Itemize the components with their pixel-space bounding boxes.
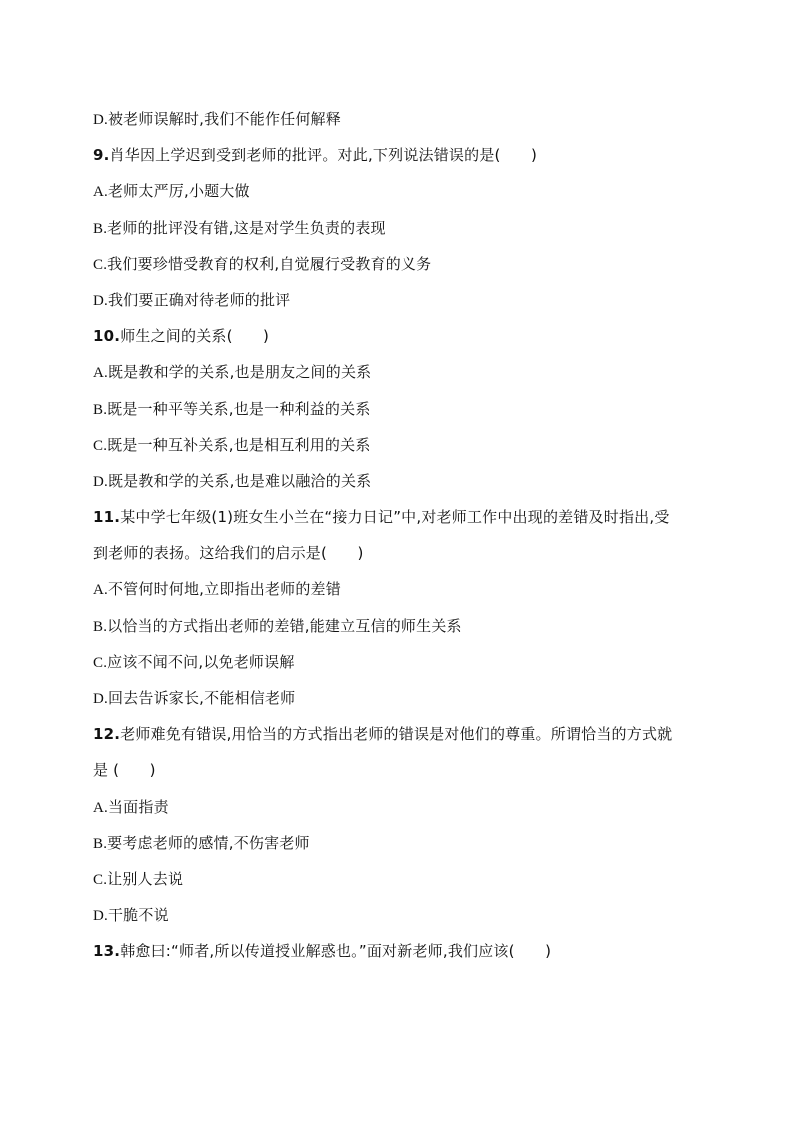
option-text: 当面指责 (107, 797, 169, 816)
option-letter: D. (93, 691, 108, 707)
question-10 (93, 318, 713, 499)
question-stem-continued (93, 752, 713, 788)
option-line (93, 427, 713, 463)
exam-page (93, 101, 713, 970)
option-text: 老师的批评没有错,这是对学生负责的表现 (107, 218, 386, 237)
option-line (93, 897, 713, 933)
option-line (93, 463, 713, 499)
option-line (93, 282, 713, 318)
option-line (93, 210, 713, 246)
option-text: 既是一种互补关系,也是相互利用的关系 (107, 435, 371, 454)
option-line (93, 173, 713, 209)
question-number: 12. (93, 725, 121, 744)
option-text: 干脆不说 (107, 906, 169, 925)
question-number: 13. (93, 942, 121, 961)
option-text: 既是教和学的关系,也是朋友之间的关系 (107, 363, 372, 382)
option-letter: D. (93, 908, 108, 925)
option-text: 应该不闻不问,以免老师误解 (107, 652, 295, 671)
option-letter: A. (93, 365, 108, 382)
option-line (93, 825, 713, 861)
option-line (93, 608, 713, 644)
option-text: 我们要正确对待老师的批评 (107, 290, 291, 309)
question-stem (93, 933, 713, 969)
option-letter: B. (93, 220, 108, 237)
question-9 (93, 137, 713, 318)
option-text: 不管何时何地,立即指出老师的差错 (107, 580, 341, 599)
question-text: 老师难免有错误,用恰当的方式指出老师的错误是对他们的尊重。所谓恰当的方式就 (120, 725, 673, 744)
option-letter: D. (93, 292, 108, 309)
option-letter: A. (93, 582, 108, 599)
option-text: 回去告诉家长,不能相信老师 (107, 689, 296, 707)
question-11 (93, 499, 713, 716)
option-line (93, 391, 713, 427)
option-line (93, 680, 713, 716)
option-text: 老师太严厉,小题大做 (107, 182, 250, 201)
question-stem (93, 716, 713, 752)
question-12 (93, 716, 713, 933)
option-letter: C. (93, 654, 108, 671)
option-letter: B. (93, 618, 108, 635)
option-line (93, 789, 713, 825)
option-text: 既是一种平等关系,也是一种利益的关系 (107, 399, 371, 418)
option-text: 要考虑老师的感情,不伤害老师 (107, 833, 310, 852)
option-letter: B. (93, 835, 108, 852)
option-text: 既是教和学的关系,也是难以融洽的关系 (107, 471, 372, 490)
option-line (93, 644, 713, 680)
option-letter: C. (93, 871, 108, 888)
option-text: 以恰当的方式指出老师的差错,能建立互信的师生关系 (107, 616, 462, 635)
question-text: 是 ( ) (93, 761, 156, 780)
option-letter: D. (93, 473, 108, 490)
question-number: 10. (93, 327, 121, 346)
question-stem (93, 137, 713, 173)
option-letter: B. (93, 401, 108, 418)
question-stem (93, 318, 713, 354)
option-line (93, 571, 713, 607)
option-letter: A. (93, 799, 108, 816)
option-line (93, 861, 713, 897)
question-text: 韩愈曰:“师者,所以传道授业解惑也。”面对新老师,我们应该( ) (120, 942, 552, 961)
option-text: 被老师误解时,我们不能作任何解释 (107, 110, 341, 128)
question-stem-continued (93, 535, 713, 571)
option-letter: C. (93, 437, 108, 454)
question-number: 9. (93, 146, 110, 165)
question-stem (93, 499, 713, 535)
option-line (93, 101, 713, 137)
option-line (93, 246, 713, 282)
question-text: 师生之间的关系( ) (120, 327, 270, 346)
option-line (93, 354, 713, 390)
option-letter: D. (93, 112, 108, 128)
option-text: 我们要珍惜受教育的权利,自觉履行受教育的义务 (107, 254, 432, 273)
question-text: 肖华因上学迟到受到老师的批评。对此,下列说法错误的是( ) (109, 146, 538, 165)
option-text: 让别人去说 (107, 869, 184, 888)
question-number: 11. (93, 508, 121, 527)
option-letter: A. (93, 184, 108, 201)
question-13 (93, 933, 713, 969)
question-text: 某中学七年级(1)班女生小兰在“接力日记”中,对老师工作中出现的差错及时指出,受 (120, 508, 670, 527)
question-text: 到老师的表扬。这给我们的启示是( ) (93, 544, 364, 563)
option-letter: C. (93, 256, 108, 273)
